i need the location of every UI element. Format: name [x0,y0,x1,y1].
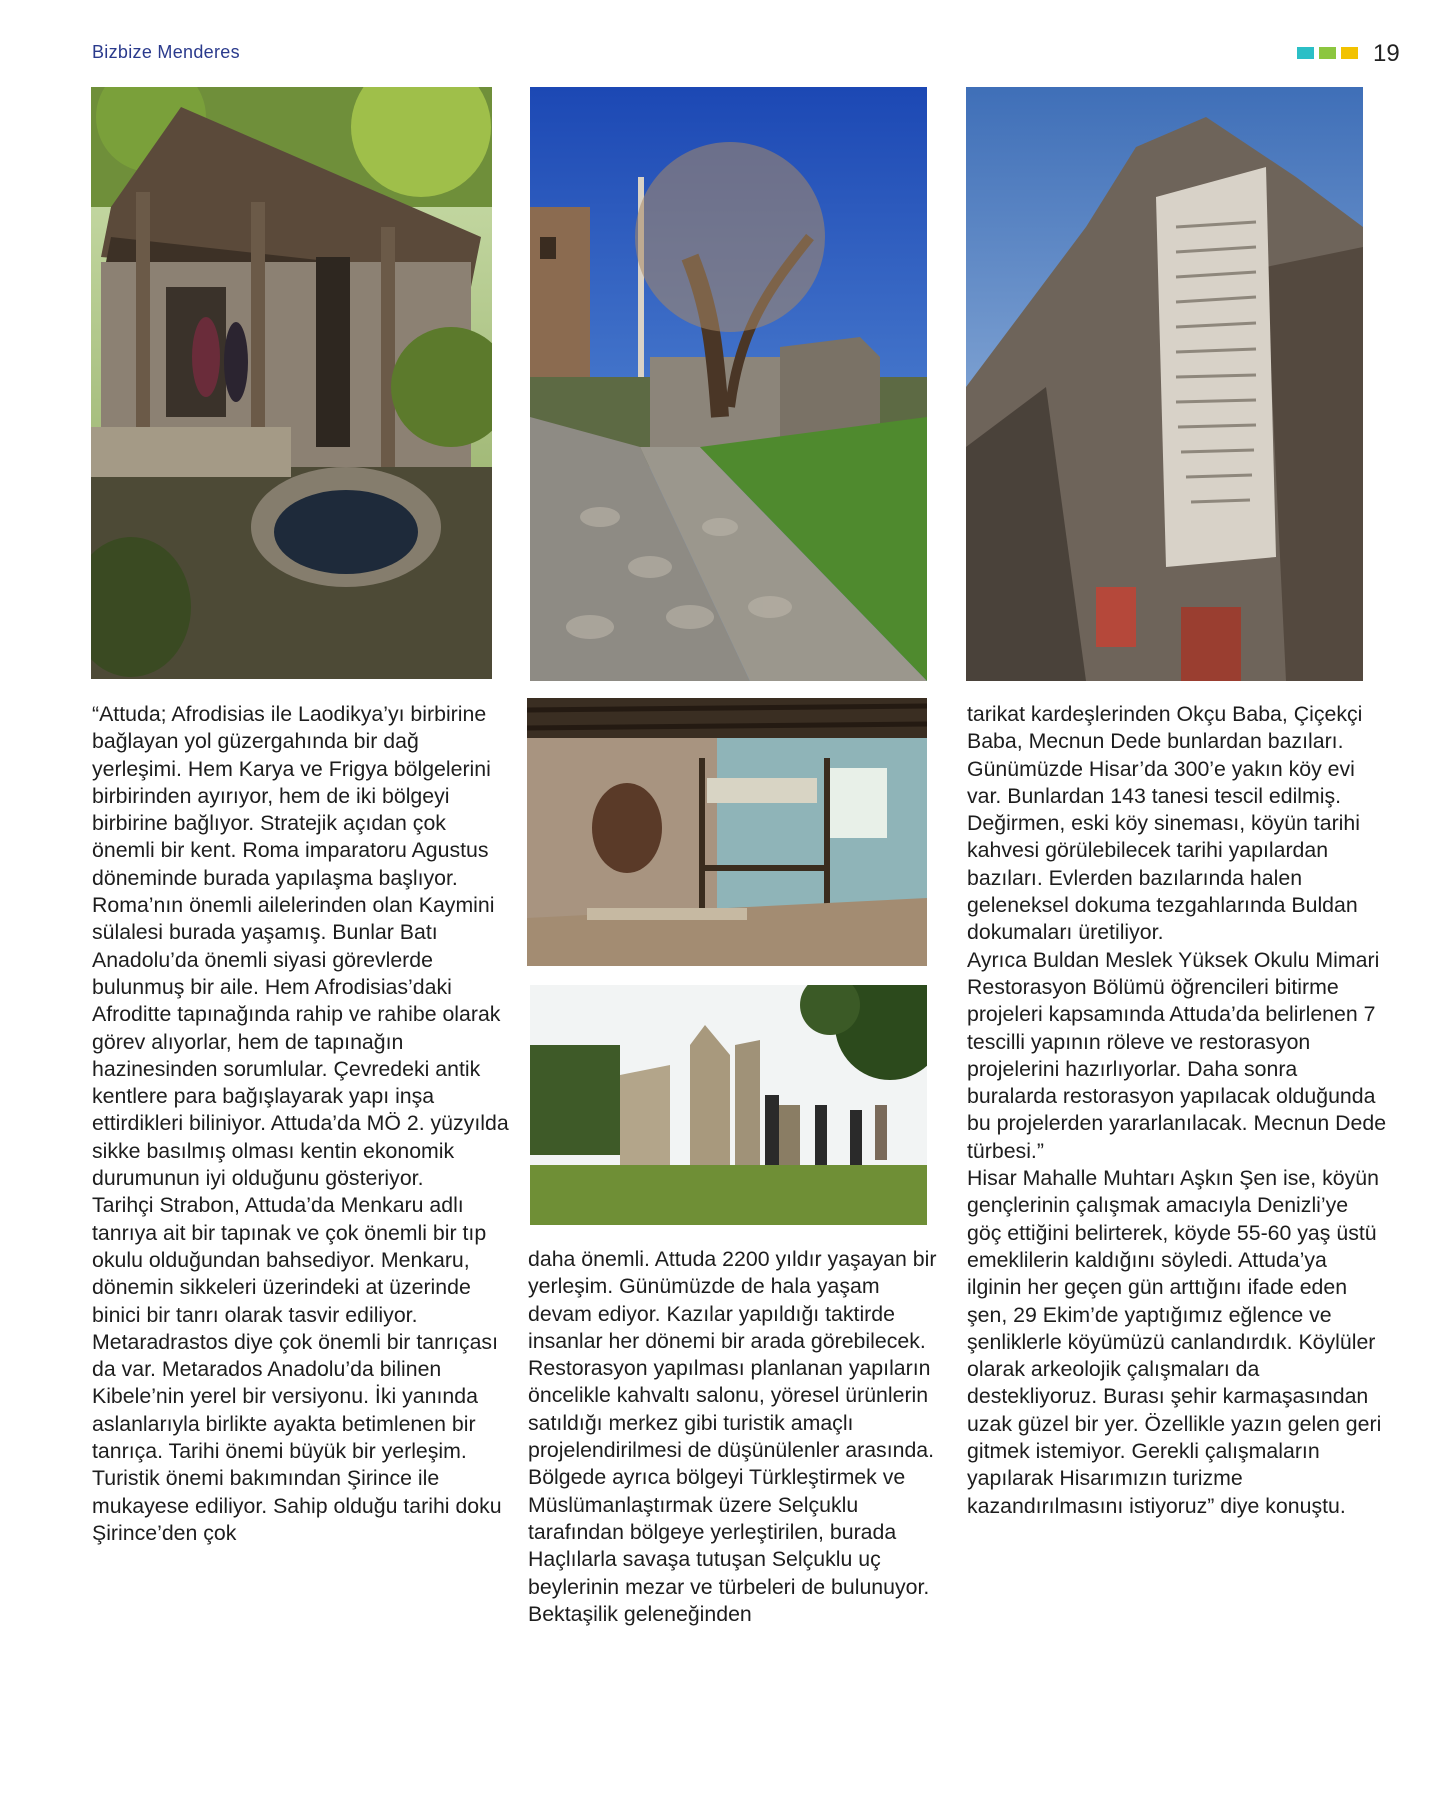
article-paragraph: Tarihçi Strabon, Attuda’da Menkaru adlı tanrıya ait bir tapınak ve çok önemli bir tıp okulu olduğundan bahsediyor. Menkaru, dönemin sikkeleri üzerindeki at üzerinde binici bir tanrı olarak tasvir ediliyor. Metaradrastos diye çok önemli bir tanrıçası da var. Metarados Anadolu’da bilinen Kibele’nin yerel bir versiyonu. İki yanında aslanlarıyla birlikte ayakta betimlenen bir tanrıça. Tarihi önemi büyük bir yerleşim. Turistik önemi bakımından Şirince ile mukayese ediliyor. Sahip olduğu tarihi doku Şirince’den çok [92,1193,502,1545]
article-paragraph: tarikat kardeşlerinden Okçu Baba, Çiçekçi Baba, Mecnun Dede bunlardan bazıları. Günümüzde Hisar’da 300’e yakın köy evi var. Bunlardan 143 tanesi tescil edilmiş. Değirmen, eski köy sineması, köyün tarihi kahvesi görülebilecek tarihi yapılardan bazıları. Evlerden bazılarında halen geleneksel dokuma tezgahlarında Buldan dokumaları üretiliyor. [967,702,1363,945]
green-mark [1319,47,1336,59]
yellow-mark [1341,47,1358,59]
photo-cobblestone-path [530,87,927,681]
cyan-mark [1297,47,1314,59]
cobblestone-road-photo-icon [530,87,927,681]
article-paragraph: Hisar Mahalle Muhtarı Aşkın Şen ise, köyün gençlerinin çalışmak amacıyla Denizli’ye göç ettiğini belirterek, köyde 55-60 yaş üstü emeklilerin kaldığını söyledi. Attuda’ya ilginin her geçen gün arttığını ifade eden şen, 29 Ekim’de yaptığımız eğlence ve şenliklerle köyümüzü canlandırdık. Köylüler olarak arkeolojik çalışmaları da destekliyoruz. Burası şehir karmaşasından uzak güzel bir yer. Özellikle yazın gelen geri gitmek istemiyor. Gerekli çalışmaların yapılarak Hisarımızın turizme kazandırılmasını istiyoruz” diye konuştu. [967,1166,1382,1518]
weaving-loom-photo-icon [527,698,927,966]
article-column-1 [92,701,512,1547]
ancient-inscription-photo-icon [966,87,1363,681]
magazine-title: Bizbize Menderes [92,42,240,62]
article-paragraph: Ayrıca Buldan Meslek Yüksek Okulu Mimari Restorasyon Bölümü öğrencileri bitirme projeleri kapsamında Attuda’da belirlenen 7 tescilli yapının röleve ve restorasyon projelerini hazırlıyorlar. Daha sonra buralarda restorasyon yapılacak olduğunda bu projelerden yararlanılacak. Mecnun Dede türbesi.” [967,947,1387,1163]
photo-inscription-stone [966,87,1363,681]
village-house-photo-icon [91,87,492,679]
photo-old-wooden-house [91,87,492,679]
color-marks [1297,47,1358,59]
article-paragraph: daha önemli. Attuda 2200 yıldır yaşayan bir yerleşim. Günümüzde de hala yaşam devam ediyor. Kazılar yapıldığı taktirde insanlar her dönemi bir arada görebilecek. Restorasyon yapılması planlanan yapıların öncelikle kahvaltı salonu, yöresel ürünlerin satıldığı merkez gibi turistik amaçlı projelendirilmesi de düşünülenler arasında. [528,1247,937,1463]
article-column-2 [528,1246,948,1628]
article-column-3 [967,701,1387,1520]
stone-ruins-photo-icon [530,985,927,1225]
photo-loom-interior [527,698,927,966]
article-paragraph: Bölgede ayrıca bölgeyi Türkleştirmek ve Müslümanlaştırmak üzere Selçuklu tarafından bölgeye yerleştirilen, burada Haçlılarla savaşa tutuşan Selçuklu uç beylerinin mezar ve türbeleri de bulunuyor. Bektaşilik geleneğinden [528,1465,930,1626]
photo-stone-ruins [530,985,927,1225]
page-number: 19 [1373,40,1400,67]
article-paragraph: “Attuda; Afrodisias ile Laodikya’yı birbirine bağlayan yol güzergahında bir dağ yerleşimi. Hem Karya ve Frigya bölgelerini birbirinden ayırıyor, hem de iki bölgeyi birbirine bağlıyor. Stratejik açıdan çok önemli bir kent. Roma imparatoru Agustus döneminde burada yapılaşma başlıyor. Roma’nın önemli ailelerinden olan Kaymini sülalesi burada yaşamış. Bunlar Batı Anadolu’da önemli siyasi görevlerde bulunmuş bir aile. Hem Afrodisias’daki Afroditte tapınağında rahip ve rahibe olarak görev alıyorlar, hem de tapınağın hazinesinden sorumlular. Çevredeki antik kentlere para bağışlayarak yapı inşa ettirdikleri biliniyor. Attuda’da MÖ 2. yüzyılda sikke basılmış olması kentin ekonomik durumunun iyi olduğunu gösteriyor. [92,702,509,1191]
